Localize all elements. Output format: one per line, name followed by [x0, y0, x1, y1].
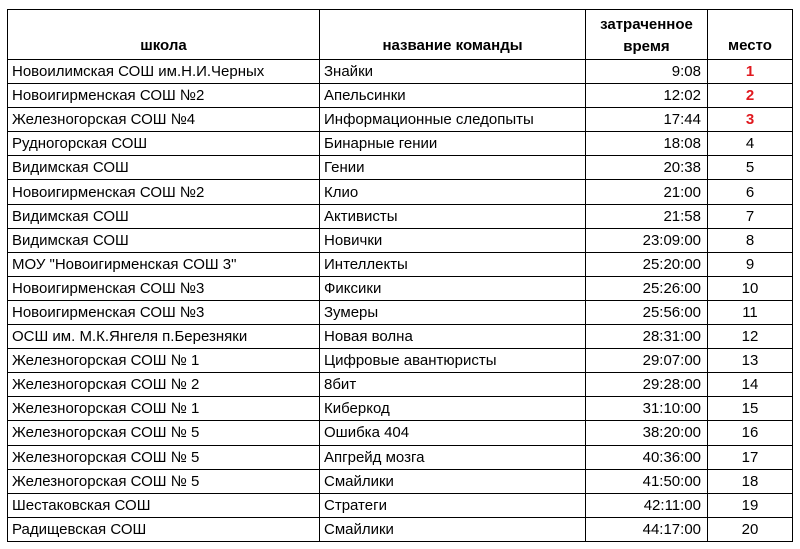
time-cell: 25:20:00: [586, 252, 708, 276]
school-cell: Железногорская СОШ № 2: [8, 373, 320, 397]
school-cell: Новоигирменская СОШ №2: [8, 180, 320, 204]
table-row: [8, 108, 793, 132]
header-time: [586, 10, 708, 60]
time-cell: 31:10:00: [586, 397, 708, 421]
table-row: [8, 132, 793, 156]
school-cell: Новоилимская СОШ им.Н.И.Черных: [8, 60, 320, 84]
time-cell: 25:56:00: [586, 300, 708, 324]
school-cell: Железногорская СОШ № 5: [8, 445, 320, 469]
time-cell: 12:02: [586, 84, 708, 108]
team-cell: Интеллекты: [320, 252, 586, 276]
school-cell: Железногорская СОШ № 1: [8, 349, 320, 373]
team-cell: Апгрейд мозга: [320, 445, 586, 469]
school-cell: Шестаковская СОШ: [8, 493, 320, 517]
school-cell: Железногорская СОШ № 1: [8, 397, 320, 421]
table-row: [8, 204, 793, 228]
table-row: [8, 373, 793, 397]
header-time-line1: затраченное: [600, 16, 693, 33]
time-cell: 29:28:00: [586, 373, 708, 397]
time-cell: 38:20:00: [586, 421, 708, 445]
school-cell: Видимская СОШ: [8, 204, 320, 228]
school-cell: Видимская СОШ: [8, 228, 320, 252]
team-cell: Ошибка 404: [320, 421, 586, 445]
table-row: [8, 397, 793, 421]
place-cell: 16: [708, 421, 793, 445]
header-place: место: [708, 10, 793, 60]
team-cell: Киберкод: [320, 397, 586, 421]
table-row: [8, 180, 793, 204]
place-cell: 18: [708, 469, 793, 493]
time-cell: 23:09:00: [586, 228, 708, 252]
team-cell: Апельсинки: [320, 84, 586, 108]
school-cell: МОУ "Новоигирменская СОШ 3": [8, 252, 320, 276]
table-row: [8, 60, 793, 84]
school-cell: Железногорская СОШ № 5: [8, 421, 320, 445]
table-row: [8, 493, 793, 517]
place-cell: 10: [708, 276, 793, 300]
team-cell: Стратеги: [320, 493, 586, 517]
header-row: [8, 10, 793, 60]
table-row: [8, 300, 793, 324]
table-row: [8, 325, 793, 349]
team-cell: Смайлики: [320, 517, 586, 541]
team-cell: Бинарные гении: [320, 132, 586, 156]
table-row: [8, 156, 793, 180]
table-row: [8, 445, 793, 469]
table-row: [8, 84, 793, 108]
header-school: школа: [8, 10, 320, 60]
team-cell: Знайки: [320, 60, 586, 84]
table-row: [8, 517, 793, 541]
school-cell: Видимская СОШ: [8, 156, 320, 180]
place-cell: 4: [708, 132, 793, 156]
place-cell: 20: [708, 517, 793, 541]
team-cell: Новая волна: [320, 325, 586, 349]
team-cell: Цифровые авантюристы: [320, 349, 586, 373]
school-cell: Радищевская СОШ: [8, 517, 320, 541]
team-cell: Смайлики: [320, 469, 586, 493]
place-cell: 17: [708, 445, 793, 469]
place-cell: 9: [708, 252, 793, 276]
time-cell: 9:08: [586, 60, 708, 84]
table-row: [8, 349, 793, 373]
results-body: [8, 60, 793, 542]
time-cell: 18:08: [586, 132, 708, 156]
results-table: [7, 9, 793, 542]
table-row: [8, 228, 793, 252]
team-cell: Новички: [320, 228, 586, 252]
school-cell: Новоигирменская СОШ №3: [8, 300, 320, 324]
team-cell: Клио: [320, 180, 586, 204]
place-cell: 5: [708, 156, 793, 180]
school-cell: Железногорская СОШ № 5: [8, 469, 320, 493]
table-row: [8, 252, 793, 276]
place-cell: 3: [708, 108, 793, 132]
school-cell: Новоигирменская СОШ №3: [8, 276, 320, 300]
place-cell: 13: [708, 349, 793, 373]
team-cell: Гении: [320, 156, 586, 180]
place-cell: 2: [708, 84, 793, 108]
place-cell: 12: [708, 325, 793, 349]
place-cell: 15: [708, 397, 793, 421]
time-cell: 17:44: [586, 108, 708, 132]
table-row: [8, 421, 793, 445]
place-cell: 7: [708, 204, 793, 228]
place-cell: 6: [708, 180, 793, 204]
team-cell: Зумеры: [320, 300, 586, 324]
place-cell: 1: [708, 60, 793, 84]
table-row: [8, 276, 793, 300]
time-cell: 21:58: [586, 204, 708, 228]
team-cell: 8бит: [320, 373, 586, 397]
school-cell: Новоигирменская СОШ №2: [8, 84, 320, 108]
time-cell: 20:38: [586, 156, 708, 180]
team-cell: Фиксики: [320, 276, 586, 300]
time-cell: 44:17:00: [586, 517, 708, 541]
team-cell: Активисты: [320, 204, 586, 228]
header-time-line2: время: [623, 38, 670, 55]
place-cell: 8: [708, 228, 793, 252]
time-cell: 42:11:00: [586, 493, 708, 517]
table-row: [8, 469, 793, 493]
place-cell: 14: [708, 373, 793, 397]
school-cell: Железногорская СОШ №4: [8, 108, 320, 132]
place-cell: 11: [708, 300, 793, 324]
time-cell: 40:36:00: [586, 445, 708, 469]
header-team: название команды: [320, 10, 586, 60]
place-cell: 19: [708, 493, 793, 517]
time-cell: 41:50:00: [586, 469, 708, 493]
school-cell: ОСШ им. М.К.Янгеля п.Березняки: [8, 325, 320, 349]
time-cell: 21:00: [586, 180, 708, 204]
team-cell: Информационные следопыты: [320, 108, 586, 132]
school-cell: Рудногорская СОШ: [8, 132, 320, 156]
time-cell: 29:07:00: [586, 349, 708, 373]
time-cell: 28:31:00: [586, 325, 708, 349]
time-cell: 25:26:00: [586, 276, 708, 300]
